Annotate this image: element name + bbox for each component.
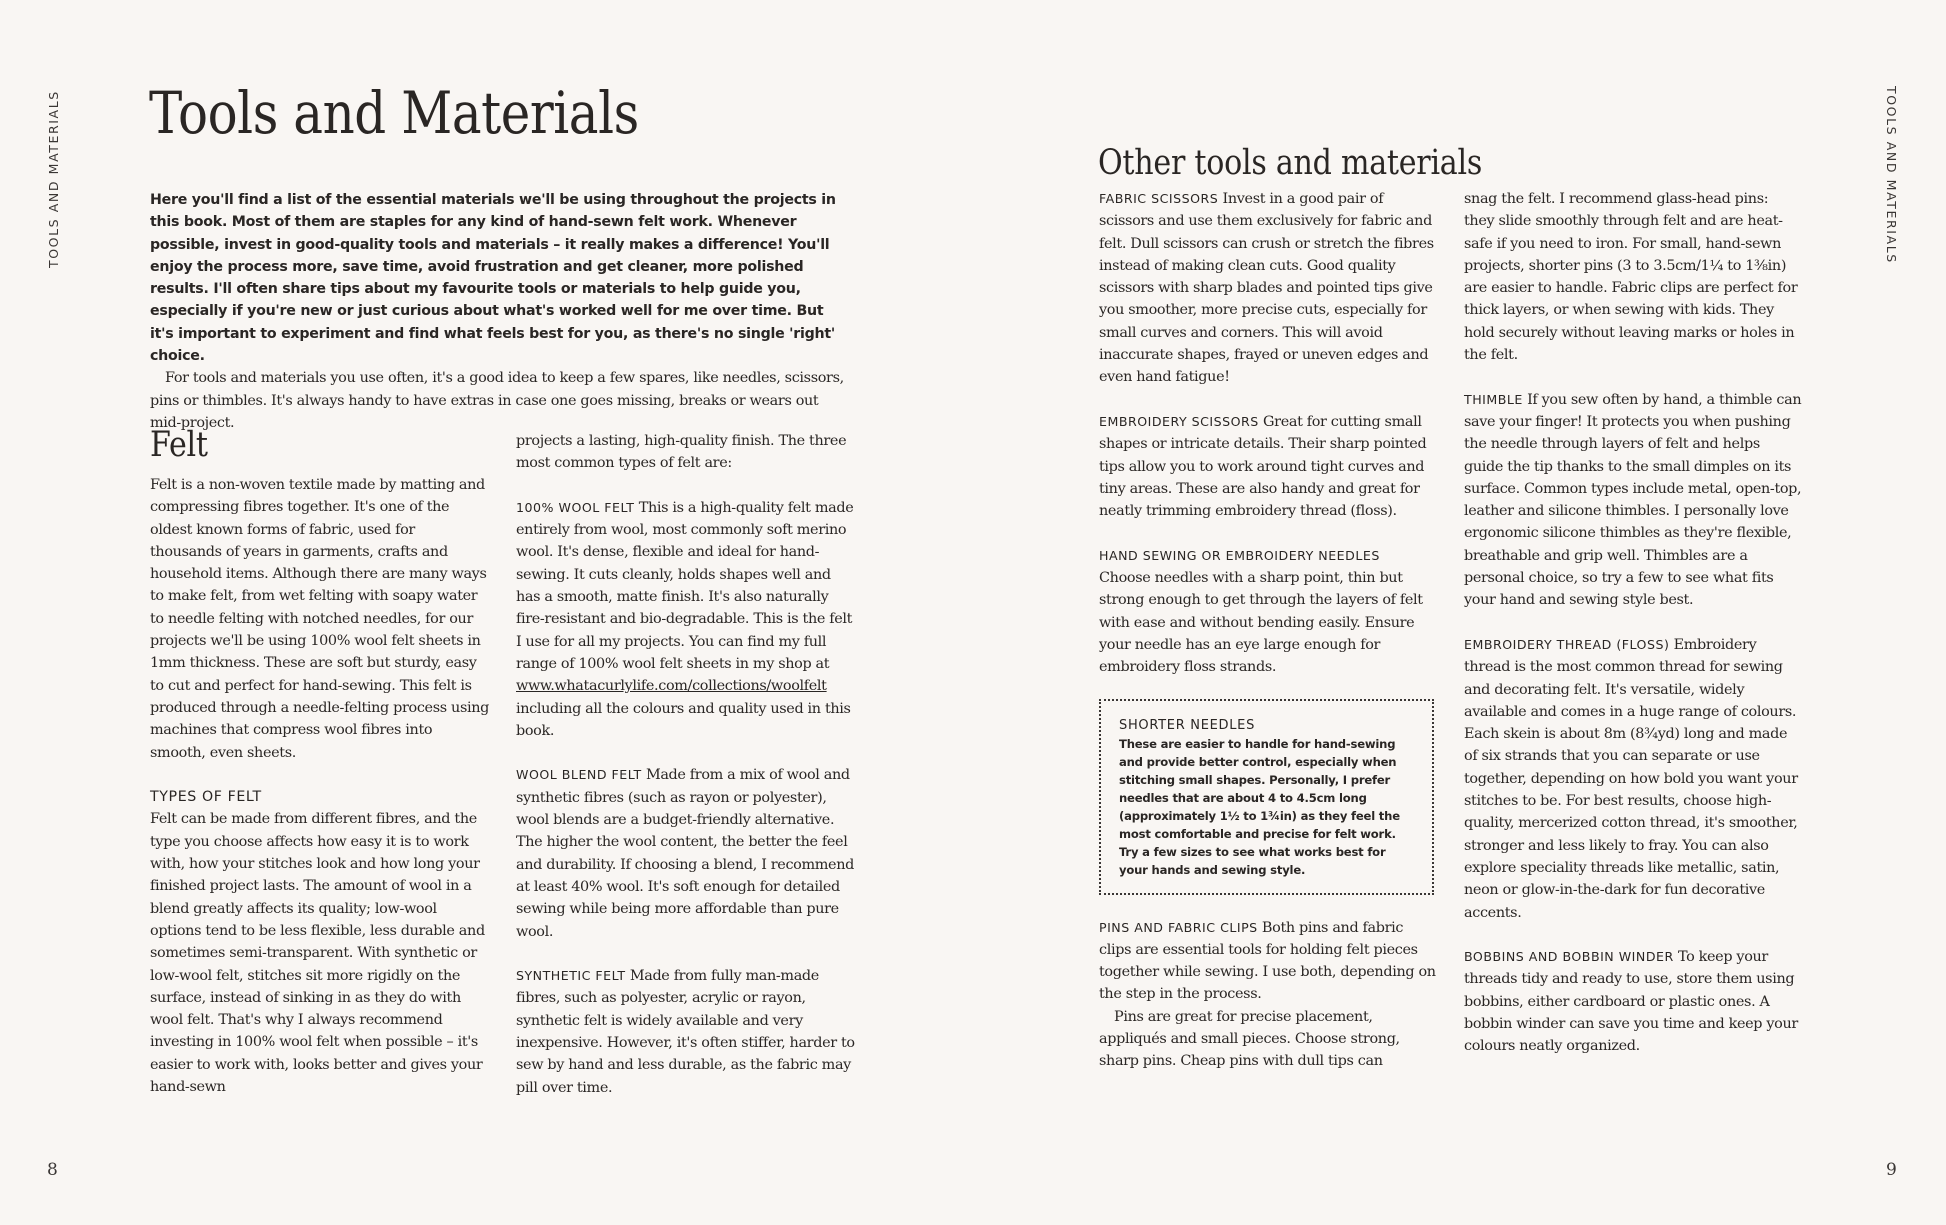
felt-heading: Felt <box>150 425 208 465</box>
pins-clips-label: PINS AND FABRIC CLIPS <box>1099 919 1258 935</box>
fabric-scissors-text: Invest in a good pair of scissors and use them exclusively for fabric and felt. Dull scissors can crush or stretch the fibres instead of making clean cuts. Good quality scissors with sharp blades and pointed tips give you smoother, more precise cuts, especially for small curves and corners. This will avoid inaccurate shapes, frayed or uneven edges and even hand fatigue! <box>1099 191 1434 386</box>
intro-section <box>150 189 845 434</box>
felt-column-1 <box>150 474 490 1098</box>
types-of-felt-heading: TYPES OF FELT <box>150 789 262 806</box>
page-number-right: 9 <box>1886 1160 1897 1180</box>
synthetic-felt-text: Made from fully man-made fibres, such as polyester, acrylic or rayon, synthetic felt is widely available and very inexpensive. However, it's often stiffer, harder to sew by hand and less durable, as the fabric may pill over time. <box>516 968 855 1096</box>
felt-types-intro: projects a lasting, high-quality finish. The three most common types of felt are: <box>516 433 847 472</box>
tools-column-2 <box>1464 188 1802 1058</box>
wool-blend-entry <box>516 764 856 942</box>
sidebar-section-label: TOOLS AND MATERIALS <box>1884 86 1899 264</box>
embroidery-thread-text: Embroidery thread is the most common thread for sewing and decorating felt. It's versatile, widely available and comes in a huge range of colours. Each skein is about 8m (8¾yd) long and made of six strands that you can separate or use together, depending on how bold you want your stitches to be. For best results, choose high-quality, mercerized cotton thread, it's smoother, stronger and less likely to fray. You can also explore speciality threads like metallic, satin, neon or glow-in-the-dark for fun decorative accents. <box>1464 636 1798 921</box>
other-tools-heading: Other tools and materials <box>1098 143 1483 183</box>
wool-blend-label: WOOL BLEND FELT <box>516 767 642 783</box>
tip-box-title: SHORTER NEEDLES <box>1119 717 1256 733</box>
wool-blend-text: Made from a mix of wool and synthetic fibres (such as rayon or polyester), wool blends are a budget-friendly alternative. The higher the wool content, the better the feel and durability. If choosing a blend, I recommend at least 40% wool. It's soft enough for detailed sewing while being more affordable than pure wool. <box>516 767 855 940</box>
embroidery-scissors-label: EMBROIDERY SCISSORS <box>1099 413 1259 429</box>
felt-column-2 <box>516 430 856 1099</box>
embroidery-scissors-text: Great for cutting small shapes or intricate details. Their sharp pointed tips allow you to work around tight curves and tiny areas. These are also handy and great for neatly trimming embroidery thread (floss). <box>1099 413 1427 520</box>
thimble-label: THIMBLE <box>1464 391 1523 407</box>
page-title: Tools and Materials <box>149 79 639 147</box>
embroidery-scissors-entry <box>1099 411 1437 522</box>
pins-continued-text: snag the felt. I recommend glass-head pins: they slide smoothly through felt and are heat-safe if you need to iron. For small, hand-sewn projects, shorter pins (3 to 3.5cm/1¼ to 1⅜in) are easier to handle. Fabric clips are perfect for thick layers, or when sewing with kids. They hold securely without leaving marks or holes in the felt. <box>1464 191 1798 364</box>
felt-paragraph: Felt is a non-woven textile made by matting and compressing fibres together. It's one of the oldest known forms of fabric, used for thousands of years in garments, crafts and household items. Although there are many ways to make felt, from wet felting with soapy water to needle felting with notched needles, for our projects we'll be using 100% wool felt sheets in 1mm thickness. These are soft but sturdy, easy to cut and perfect for hand-sewing. This felt is produced through a needle-felting process using machines that compress wool fibres into smooth, even sheets. <box>150 477 490 761</box>
shorter-needles-tip-box <box>1099 699 1434 895</box>
types-of-felt-paragraph: Felt can be made from different fibres, and the type you choose affects how easy it is to work with, how your stitches look and how long your finished project lasts. The amount of wool in a blend greatly affects its quality; low-wool options tend to be less flexible, less durable and sometimes semi-transparent. With synthetic or low-wool felt, stitches sit more rigidly on the surface, instead of sinking in as they do with wool felt. That's why I always recommend investing in 100% wool felt when possible – it's easier to work with, looks better and gives your hand-sewn <box>150 811 485 1096</box>
intro-paragraph: Here you'll find a list of the essential materials we'll be using throughout the projects in this book. Most of them are staples for any kind of hand-sewn felt work. Whenever possible, invest in good-quality tools and materials – it really makes a difference! You'll enjoy the process more, save time, avoid frustration and get cleaner, more polished results. I'll often share tips about my favourite tools or materials to help guide you, especially if you're new or just curious about what's worked well for me over time. But it's important to experiment and find what feels best for you, as there's no single 'right' choice. <box>150 192 836 365</box>
pins-clips-entry <box>1099 917 1437 1006</box>
bobbins-text: To keep your threads tidy and ready to use, store them using bobbins, either cardboard or plastic ones. A bobbin winder can save you time and keep your colours neatly organized. <box>1464 949 1798 1055</box>
wool-felt-text-after: including all the colours and quality used in this book. <box>516 700 851 739</box>
thimble-text: If you sew often by hand, a thimble can save your finger! It protects you when pushing the needle through layers of felt and helps guide the tip thanks to the small dimples on its surface. Common types include metal, open-top, leather and silicone thimbles. I personally love ergonomic silicone thimbles as they're flexible, breathable and grip well. Thimbles are a personal choice, so try a few to see what fits your hand and sewing style best. <box>1464 391 1802 609</box>
bobbins-entry <box>1464 946 1802 1057</box>
wool-felt-label: 100% WOOL FELT <box>516 499 635 515</box>
embroidery-thread-entry <box>1464 634 1802 924</box>
synthetic-felt-entry <box>516 965 856 1099</box>
bobbins-label: BOBBINS AND BOBBIN WINDER <box>1464 949 1674 965</box>
embroidery-thread-label: EMBROIDERY THREAD (FLOSS) <box>1464 636 1670 652</box>
thimble-entry <box>1464 389 1802 612</box>
needles-text: Choose needles with a sharp point, thin but strong enough to get through the layers of felt with ease and without bending easily. Ensure your needle has an eye large enough for embroidery floss strands. <box>1099 570 1423 676</box>
fabric-scissors-label: FABRIC SCISSORS <box>1099 191 1219 206</box>
wool-felt-text: This is a high-quality felt made entirely from wool, most commonly soft merino wool. It's dense, flexible and ideal for hand-sewing. It cuts cleanly, holds shapes well and has a smooth, matte finish. It's also naturally fire-resistant and bio-degradable. This is the felt I use for all my projects. You can find my full range of 100% wool felt sheets in my shop at <box>516 499 854 672</box>
tip-box-text: These are easier to handle for hand-sewing and provide better control, especially when stitching small shapes. Personally, I prefer needles that are about 4 to 4.5cm long (approximately 1½ to 1¾in) as they feel the most comfortable and precise for felt work. Try a few sizes to see what works best for your hands and sewing style. <box>1119 736 1400 877</box>
sidebar-section-label: TOOLS AND MATERIALS <box>46 90 61 268</box>
synthetic-felt-label: SYNTHETIC FELT <box>516 968 626 984</box>
pins-clips-text: Both pins and fabric clips are essential tools for holding felt pieces together while sewing. I use both, depending on the step in the process. <box>1099 919 1436 1003</box>
pins-clips-text-2: Pins are great for precise placement, appliqués and small pieces. Choose strong, sharp pins. Cheap pins with dull tips can <box>1099 1008 1400 1070</box>
needles-label: HAND SEWING OR EMBROIDERY NEEDLES <box>1099 547 1380 563</box>
intro-paragraph-2: For tools and materials you use often, it's a good idea to keep a few spares, like needles, scissors, pins or thimbles. It's always handy to have extras in case one goes missing, breaks or wears out mid-project. <box>150 370 844 431</box>
wool-felt-entry <box>516 497 856 742</box>
tools-column-1 <box>1099 188 1437 1073</box>
shop-link[interactable]: www.whatacurlylife.com/collections/woolfelt <box>516 678 827 695</box>
fabric-scissors-entry <box>1099 188 1437 389</box>
page-number-left: 8 <box>47 1160 58 1180</box>
